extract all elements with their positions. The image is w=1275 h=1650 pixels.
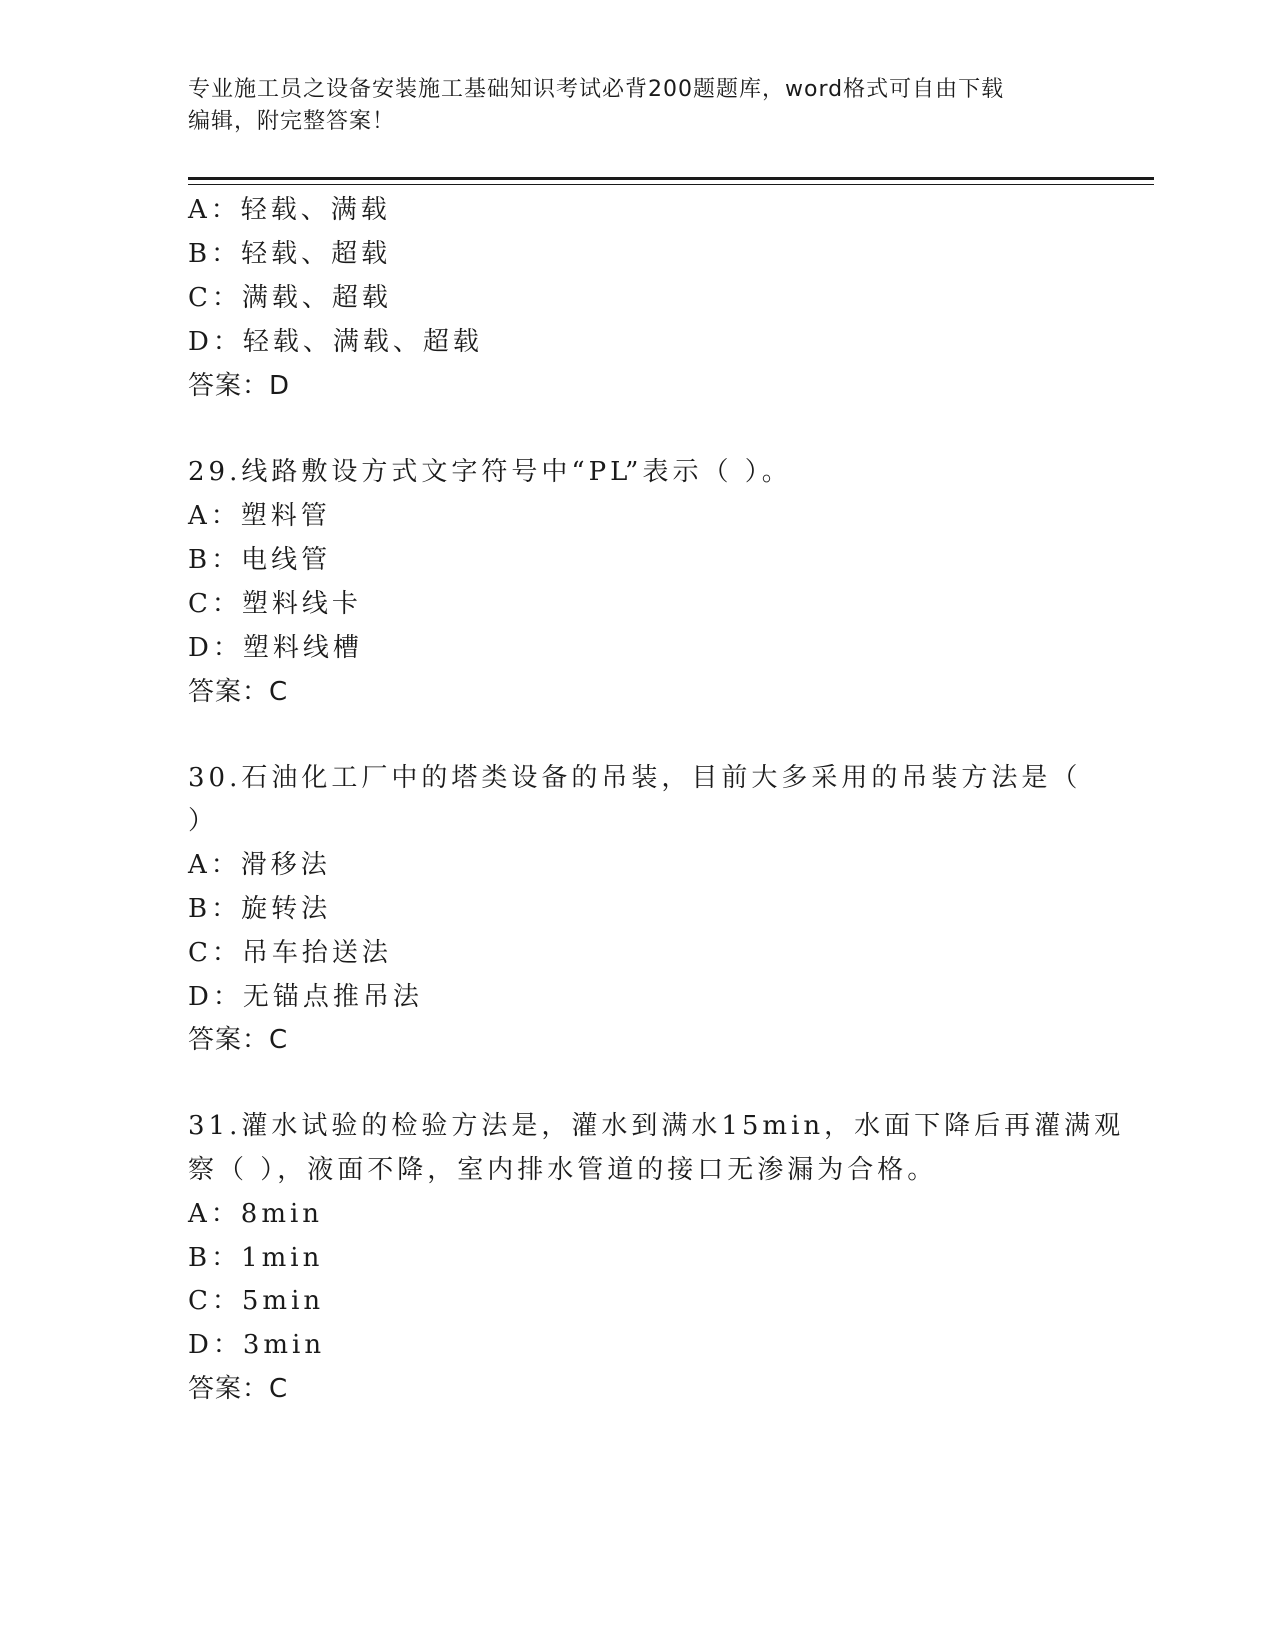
question-stem: 29.线路敷设方式文字符号中“PL”表示（ ）。 (188, 457, 792, 487)
option-d: D：塑料线槽 (188, 633, 363, 663)
answer-line: 答案：C (188, 1025, 289, 1055)
option-b: B：1min (188, 1243, 324, 1273)
option-c: C：塑料线卡 (188, 589, 362, 619)
option-c: C：5min (188, 1286, 325, 1316)
option-a: A：8min (188, 1199, 324, 1229)
option-b: B：旋转法 (188, 894, 332, 924)
answer-line: 答案：C (188, 677, 289, 707)
header-divider-thick (188, 177, 1154, 180)
option-b: B：轻载、超载 (188, 239, 392, 269)
question-stem-continued: 察（ ），液面不降，室内排水管道的接口无渗漏为合格。 (188, 1155, 938, 1185)
question-stem-continued: ） (188, 806, 219, 836)
option-b: B：电线管 (188, 545, 332, 575)
header-title-line-2: 编辑，附完整答案！ (188, 109, 396, 134)
option-c: C：吊车抬送法 (188, 938, 392, 968)
answer-line: 答案：D (188, 371, 291, 401)
option-d: D：无锚点推吊法 (188, 982, 423, 1012)
document-header (188, 74, 1088, 138)
option-d: D：3min (188, 1330, 326, 1360)
question-stem: 30.石油化工厂中的塔类设备的吊装，目前大多采用的吊装方法是（ (188, 763, 1082, 793)
question-stem: 31.灌水试验的检验方法是，灌水到满水15min，水面下降后再灌满观 (188, 1111, 1125, 1141)
option-a: A：塑料管 (188, 501, 331, 531)
header-divider-thin (188, 184, 1154, 185)
option-a: A：轻载、满载 (188, 195, 391, 225)
answer-line: 答案：C (188, 1374, 289, 1404)
option-d: D：轻载、满载、超载 (188, 327, 483, 357)
option-a: A：滑移法 (188, 850, 331, 880)
header-title-line-1: 专业施工员之设备安装施工基础知识考试必背200题题库，word格式可自由下载 (188, 77, 1005, 102)
option-c: C：满载、超载 (188, 283, 392, 313)
